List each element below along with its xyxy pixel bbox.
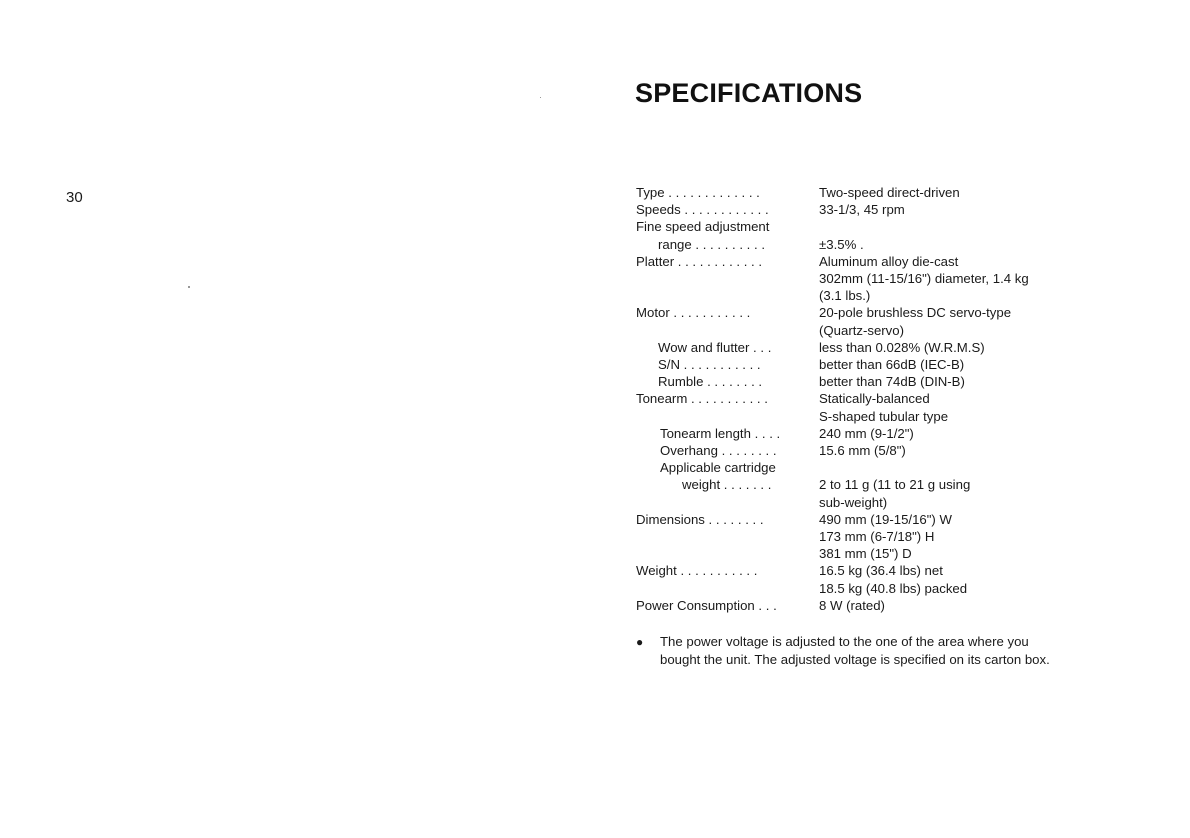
spec-row: [636, 494, 1106, 511]
spec-value: 2 to 11 g (11 to 21 g using: [819, 477, 971, 493]
spec-label: Platter . . . . . . . . . . . .: [636, 253, 763, 269]
spec-value: better than 66dB (IEC-B): [819, 357, 965, 373]
spec-row: [636, 425, 1106, 442]
spec-label: Tonearm . . . . . . . . . . .: [636, 391, 768, 407]
spec-label: Applicable cartridge: [660, 460, 776, 476]
spec-label: Speeds . . . . . . . . . . . .: [636, 202, 769, 218]
spec-label: Power Consumption . . .: [636, 597, 777, 613]
scan-speck: [188, 286, 190, 288]
spec-value: 173 mm (6-7/18") H: [819, 529, 935, 545]
spec-row: [636, 597, 1106, 614]
spec-label: Wow and flutter . . .: [658, 339, 772, 355]
page-title: SPECIFICATIONS: [635, 78, 863, 108]
spec-row: [636, 459, 1106, 476]
spec-label: Overhang . . . . . . . .: [660, 443, 777, 459]
spec-row: [636, 218, 1106, 235]
spec-label: Weight . . . . . . . . . . .: [636, 563, 758, 579]
bullet-icon: ●: [636, 635, 644, 649]
spec-value: 240 mm (9-1/2"): [819, 425, 914, 441]
spec-value: 15.6 mm (5/8"): [819, 443, 906, 459]
spec-label: weight . . . . . . .: [682, 477, 772, 493]
spec-row: [636, 322, 1106, 339]
page-number: 30: [66, 189, 83, 206]
spec-value: 490 mm (19-15/16") W: [819, 511, 952, 527]
spec-label: Rumble . . . . . . . .: [658, 374, 763, 390]
spec-label: Fine speed adjustment: [636, 219, 770, 235]
spec-row: [636, 476, 1106, 493]
note-line: bought the unit. The adjusted voltage is specified on its carton box.: [660, 652, 1050, 667]
spec-label: Type . . . . . . . . . . . . .: [636, 185, 760, 200]
spec-row: [636, 511, 1106, 528]
spec-row: [636, 528, 1106, 545]
spec-value: 8 W (rated): [819, 597, 885, 613]
spec-value: sub-weight): [819, 494, 888, 510]
spec-value: Statically-balanced: [819, 391, 930, 407]
spec-label: Tonearm length . . . .: [660, 425, 781, 441]
spec-row: [636, 201, 1106, 218]
spec-value: Aluminum alloy die-cast: [819, 253, 959, 269]
spec-value: 381 mm (15") D: [819, 546, 912, 562]
spec-value: 18.5 kg (40.8 lbs) packed: [819, 580, 968, 596]
spec-value: Two-speed direct-driven: [819, 185, 960, 200]
spec-label: S/N . . . . . . . . . . .: [658, 357, 761, 373]
note-text: [660, 633, 1136, 669]
spec-label: Dimensions . . . . . . . .: [636, 511, 764, 527]
spec-label: Motor . . . . . . . . . . .: [636, 305, 751, 321]
spec-row: [636, 270, 1106, 287]
spec-value: (Quartz-servo): [819, 322, 904, 338]
spec-value: 33-1/3, 45 rpm: [819, 202, 905, 218]
specifications-table: [636, 184, 1106, 614]
spec-row: [636, 562, 1106, 579]
spec-row: [636, 253, 1106, 270]
spec-row: [636, 184, 1106, 201]
spec-value: better than 74dB (DIN-B): [819, 374, 965, 390]
scan-speck: [540, 97, 541, 98]
spec-row: [636, 580, 1106, 597]
spec-row: [636, 236, 1106, 253]
spec-value: 16.5 kg (36.4 lbs) net: [819, 563, 943, 579]
note-line: The power voltage is adjusted to the one of the area where you: [660, 634, 1029, 649]
spec-value: less than 0.028% (W.R.M.S): [819, 339, 985, 355]
spec-value: (3.1 lbs.): [819, 288, 871, 304]
spec-row: [636, 442, 1106, 459]
spec-label: range . . . . . . . . . .: [658, 236, 766, 252]
spec-value: 302mm (11-15/16") diameter, 1.4 kg: [819, 271, 1029, 287]
spec-value: 20-pole brushless DC servo-type: [819, 305, 1012, 321]
spec-row: [636, 408, 1106, 425]
spec-row: [636, 390, 1106, 407]
spec-row: [636, 304, 1106, 321]
spec-row: [636, 356, 1106, 373]
spec-value: ±3.5% .: [819, 236, 864, 252]
spec-value: S-shaped tubular type: [819, 408, 949, 424]
power-voltage-note: [636, 633, 1136, 669]
spec-row: [636, 373, 1106, 390]
spec-row: [636, 545, 1106, 562]
spec-row: [636, 287, 1106, 304]
spec-row: [636, 339, 1106, 356]
